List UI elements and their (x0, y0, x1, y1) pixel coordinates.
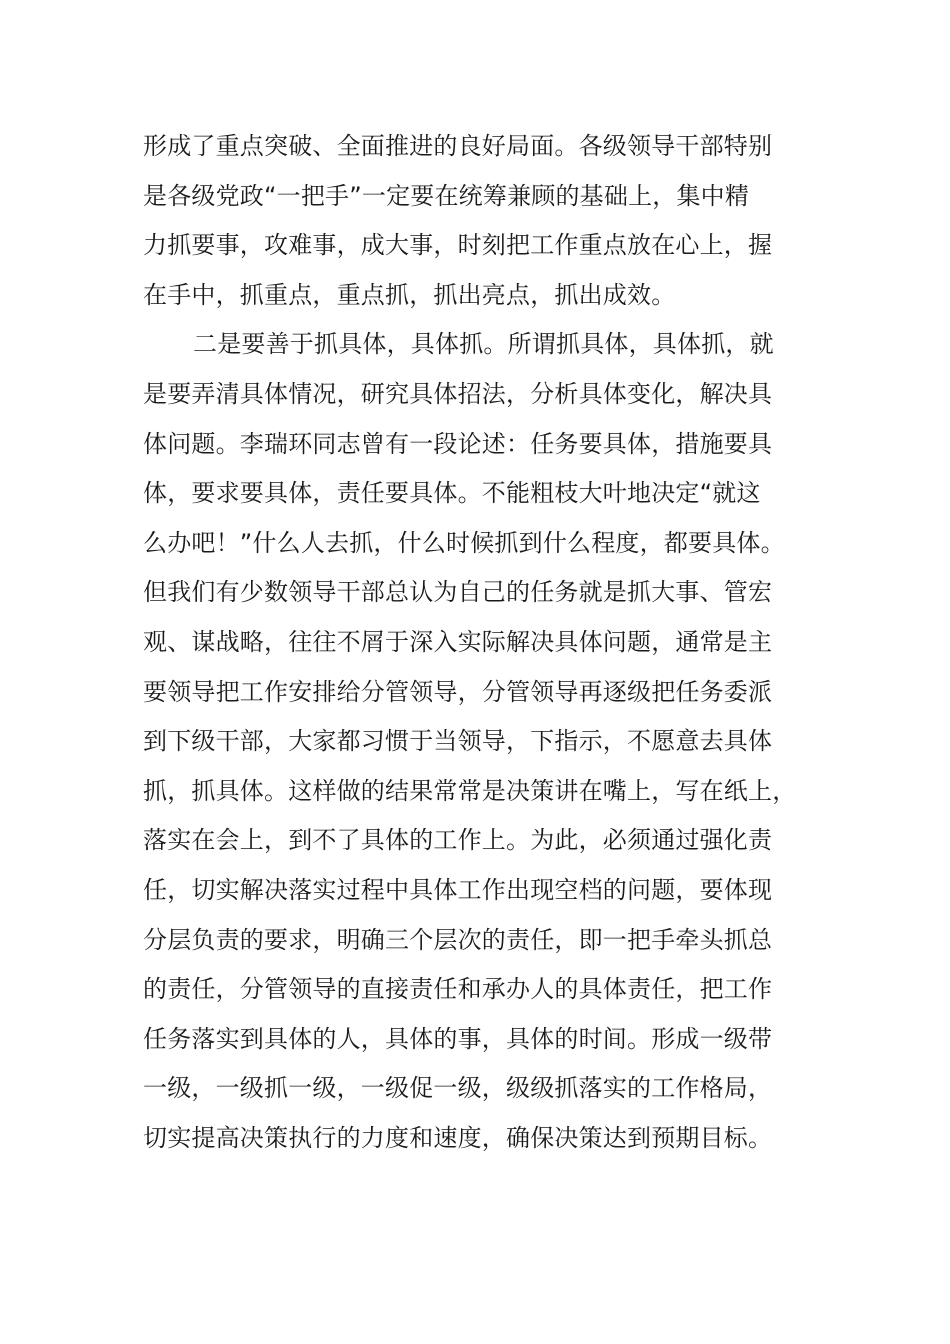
text-line: 的责任，分管领导的直接责任和承办人的具体责任，把工作 (143, 975, 773, 1004)
text-line: 一级，一级抓一级，一级促一级，级级抓落实的工作格局， (143, 1074, 773, 1103)
text-line: 么办吧！”什么人去抓，什么时候抓到什么程度，都要具体。 (143, 528, 785, 557)
text-line: 切实提高决策执行的力度和速度，确保决策达到预期目标。 (143, 1123, 773, 1152)
text-line: 形成了重点突破、全面推进的良好局面。各级领导干部特别 (143, 132, 773, 160)
text-line: 是各级党政“一把手”一定要在统筹兼顾的基础上，集中精 (143, 181, 750, 210)
text-line: 要领导把工作安排给分管领导，分管领导再逐级把任务委派 (143, 677, 773, 706)
text-line: 落实在会上，到不了具体的工作上。为此，必须通过强化责 (143, 826, 773, 855)
text-line: 分层负责的要求，明确三个层次的责任，即一把手牵头抓总 (143, 925, 773, 954)
text-line: 但我们有少数领导干部总认为自己的任务就是抓大事、管宏 (143, 578, 773, 607)
text-line: 任务落实到具体的人，具体的事，具体的时间。形成一级带 (143, 1024, 773, 1053)
text-line: 体，要求要具体，责任要具体。不能粗枝大叶地决定“就这 (143, 479, 761, 508)
text-line: 观、谋战略，往往不屑于深入实际解决具体问题，通常是主 (143, 627, 773, 656)
text-line: 在手中，抓重点，重点抓，抓出亮点，抓出成效。 (143, 280, 676, 309)
text-line: 抓，抓具体。这样做的结果常常是决策讲在嘴上，写在纸上， (143, 776, 797, 805)
body-text (143, 122, 823, 1163)
text-line: 体问题。李瑞环同志曾有一段论述：任务要具体，措施要具 (143, 429, 773, 458)
text-line: 力抓要事，攻难事，成大事，时刻把工作重点放在心上，握 (143, 231, 773, 260)
paragraph-start-line: 二是要善于抓具体，具体抓。所谓抓具体，具体抓，就 (193, 330, 774, 359)
text-line: 是要弄清具体情况，研究具体招法，分析具体变化，解决具 (143, 379, 773, 408)
text-line: 到下级干部，大家都习惯于当领导，下指示，不愿意去具体 (143, 727, 773, 756)
text-line: 任，切实解决落实过程中具体工作出现空档的问题，要体现 (143, 875, 773, 904)
